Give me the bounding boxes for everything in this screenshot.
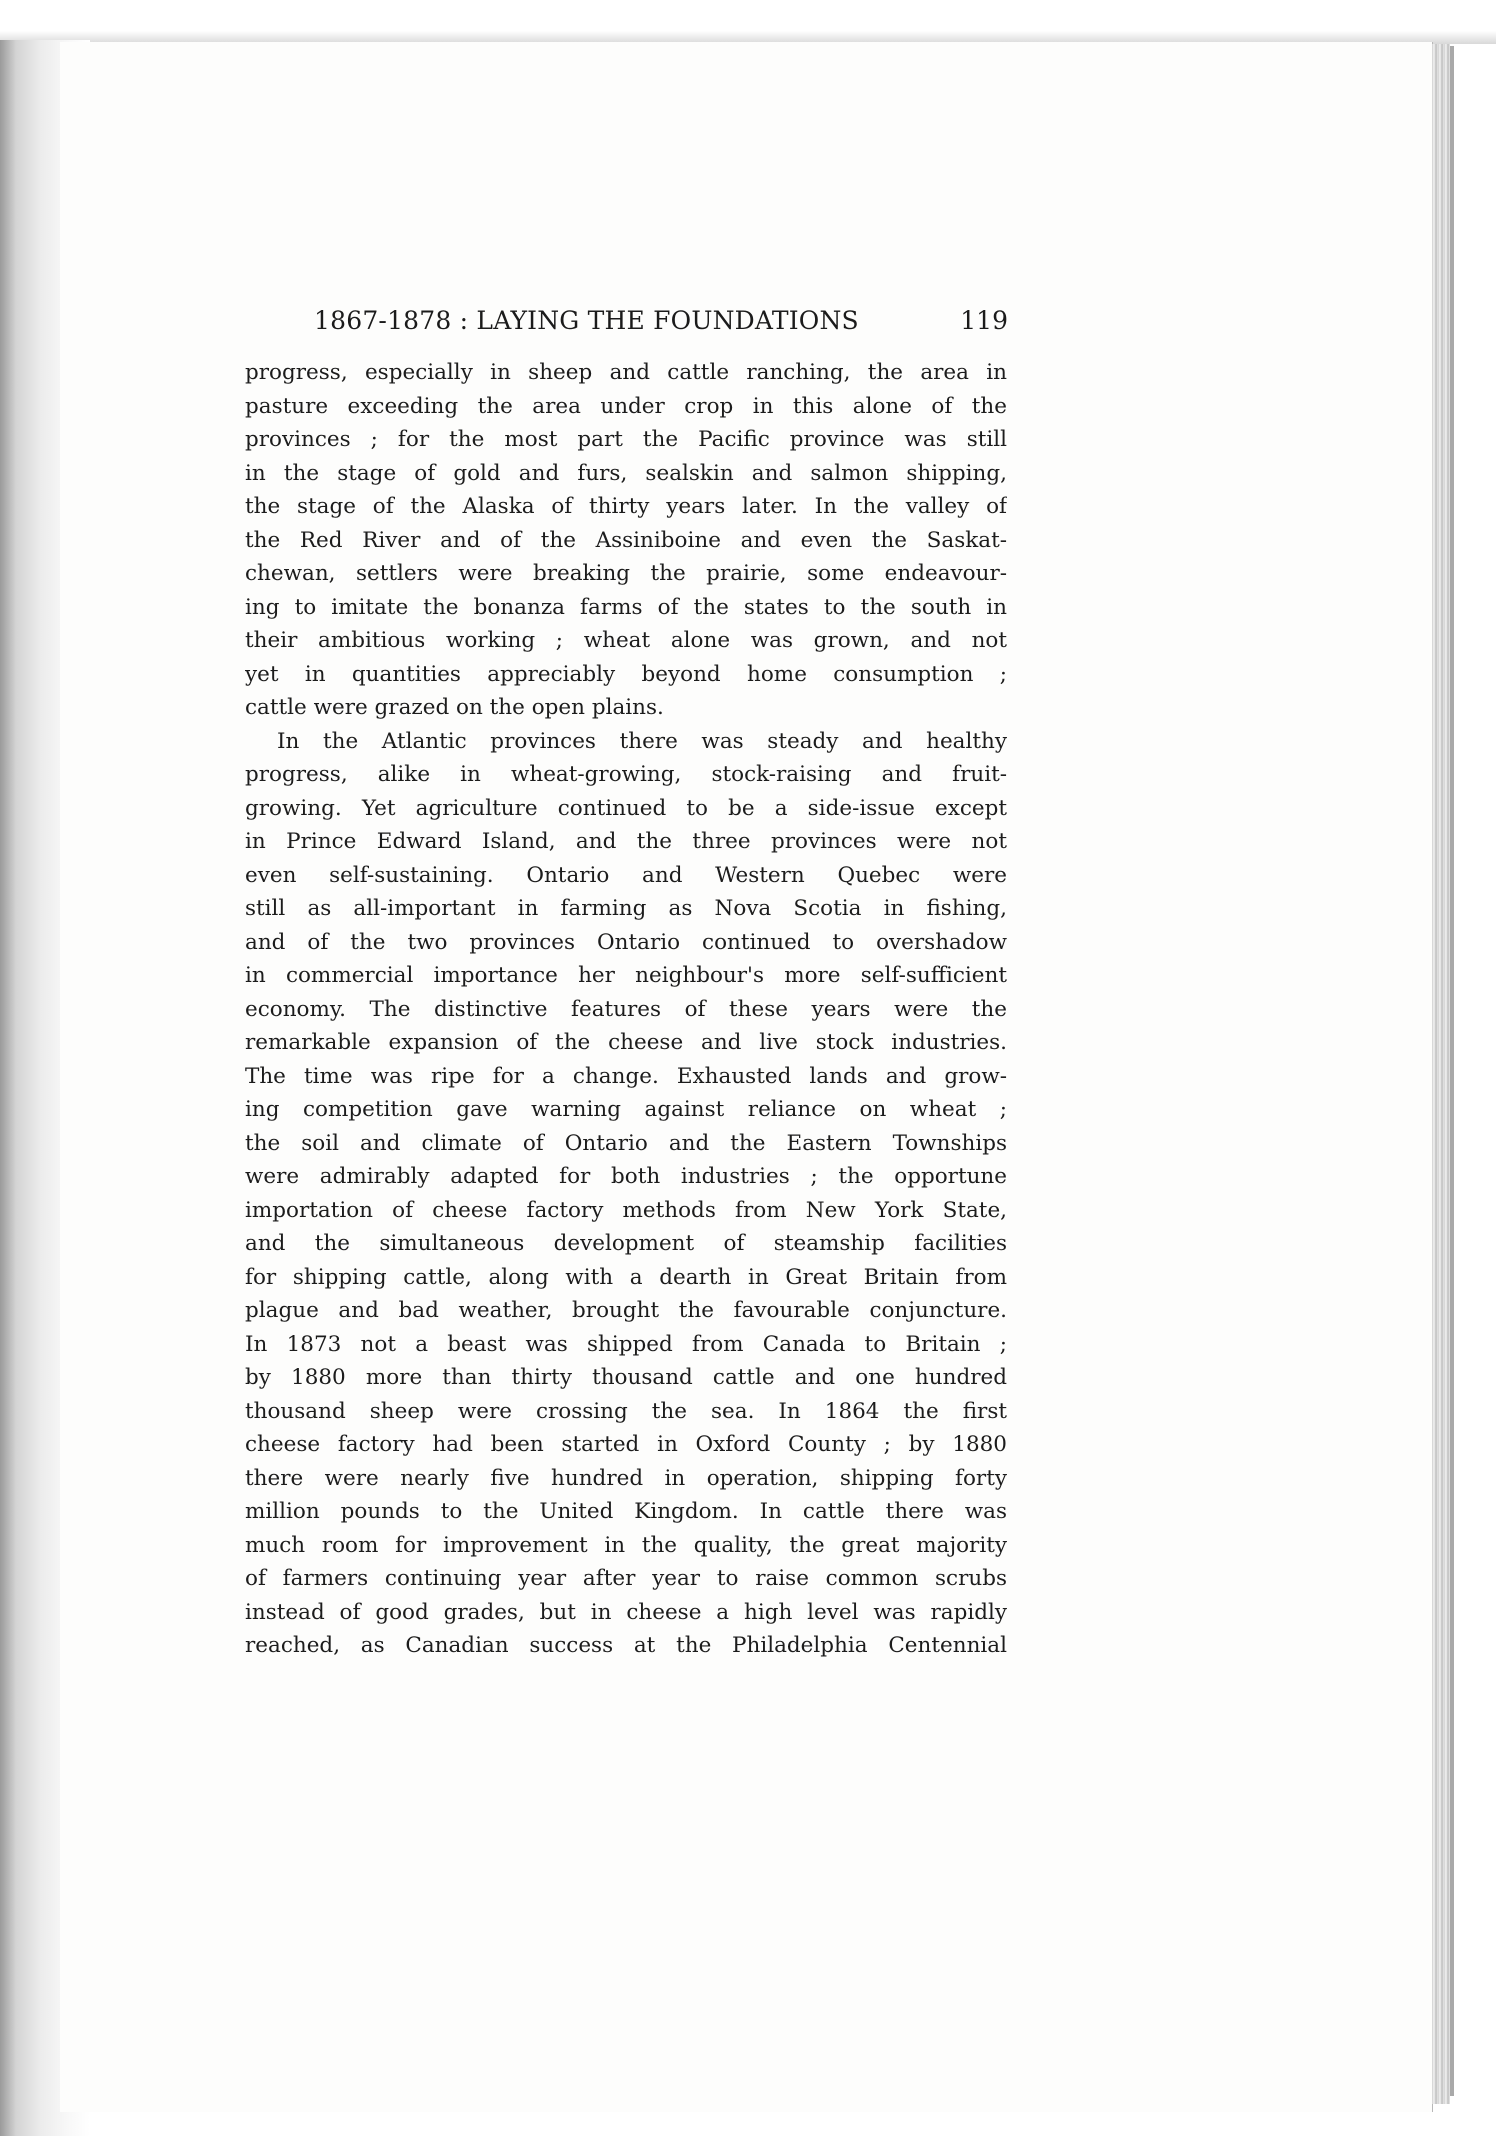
text-line: yet in quantities appreciably beyond home consumption ; [245, 661, 1007, 687]
text-line: of farmers continuing year after year to raise common scrubs [245, 1566, 1007, 1591]
text-line: remarkable expansion of the cheese and live stock industries. [245, 1030, 1007, 1055]
text-line: the soil and climate of Ontario and the Eastern Townships [245, 1130, 1007, 1156]
text-line: chewan, settlers were breaking the prairie, some endeavour- [245, 561, 1007, 586]
text-line: in Prince Edward Island, and the three provinces were not [245, 829, 1007, 854]
paragraph-end-line: cattle were grazed on the open plains. [245, 695, 664, 720]
text-line: there were nearly five hundred in operation, shipping forty [245, 1465, 1007, 1491]
text-line: ing to imitate the bonanza farms of the states to the south in [245, 594, 1007, 620]
text-line: ing competition gave warning against reliance on wheat ; [245, 1097, 1007, 1122]
text-line: were admirably adapted for both industries ; the opportune [245, 1164, 1007, 1189]
paragraph-start-line: In the Atlantic provinces there was steady and healthy [277, 728, 1007, 754]
text-line: thousand sheep were crossing the sea. In 1864 the first [245, 1398, 1007, 1424]
text-line: in the stage of gold and furs, sealskin and salmon shipping, [245, 460, 1007, 486]
text-line: provinces ; for the most part the Pacific province was still [245, 427, 1007, 452]
text-line: cheese factory had been started in Oxford County ; by 1880 [245, 1432, 1007, 1457]
text-line: pasture exceeding the area under crop in this alone of the [245, 393, 1007, 419]
text-line: the Red River and of the Assiniboine and even the Saskat- [245, 527, 1007, 553]
text-line: and of the two provinces Ontario continued to overshadow [245, 929, 1007, 955]
text-line: progress, especially in sheep and cattle ranching, the area in [245, 360, 1007, 385]
text-line: by 1880 more than thirty thousand cattle and one hundred [245, 1365, 1007, 1390]
text-line: much room for improvement in the quality, the great majority [245, 1532, 1007, 1558]
running-head [314, 306, 1008, 350]
running-head-title: 1867-1878 : LAYING THE FOUNDATIONS [314, 306, 859, 335]
page-number: 119 [960, 306, 1008, 335]
text-line: importation of cheese factory methods from New York State, [245, 1197, 1007, 1223]
text-line: progress, alike in wheat-growing, stock-raising and fruit- [245, 762, 1007, 787]
text-line: economy. The distinctive features of these years were the [245, 996, 1007, 1022]
text-line: in commercial importance her neighbour's more self-sufficient [245, 963, 1007, 988]
page-edge-stack [1432, 44, 1450, 2104]
text-line: growing. Yet agriculture continued to be a side-issue except [245, 795, 1007, 821]
page-edge-outline [1450, 46, 1454, 2096]
text-line: even self-sustaining. Ontario and Western Quebec were [245, 862, 1007, 888]
text-line: instead of good grades, but in cheese a high level was rapidly [245, 1599, 1007, 1625]
body-text [245, 356, 1007, 1663]
text-line: reached, as Canadian success at the Philadelphia Centennial [245, 1633, 1007, 1658]
text-line: plague and bad weather, brought the favourable conjuncture. [245, 1298, 1007, 1323]
text-line: for shipping cattle, along with a dearth in Great Britain from [245, 1264, 1007, 1290]
text-line: their ambitious working ; wheat alone was grown, and not [245, 628, 1007, 653]
text-line: million pounds to the United Kingdom. In cattle there was [245, 1499, 1007, 1524]
text-line: In 1873 not a beast was shipped from Canada to Britain ; [245, 1331, 1007, 1357]
text-line: still as all-important in farming as Nova Scotia in fishing, [245, 896, 1007, 921]
text-line: the stage of the Alaska of thirty years later. In the valley of [245, 494, 1007, 519]
text-line: and the simultaneous development of steamship facilities [245, 1231, 1007, 1256]
text-line: The time was ripe for a change. Exhausted lands and grow- [245, 1063, 1007, 1089]
scan-top-margin [0, 0, 1496, 44]
